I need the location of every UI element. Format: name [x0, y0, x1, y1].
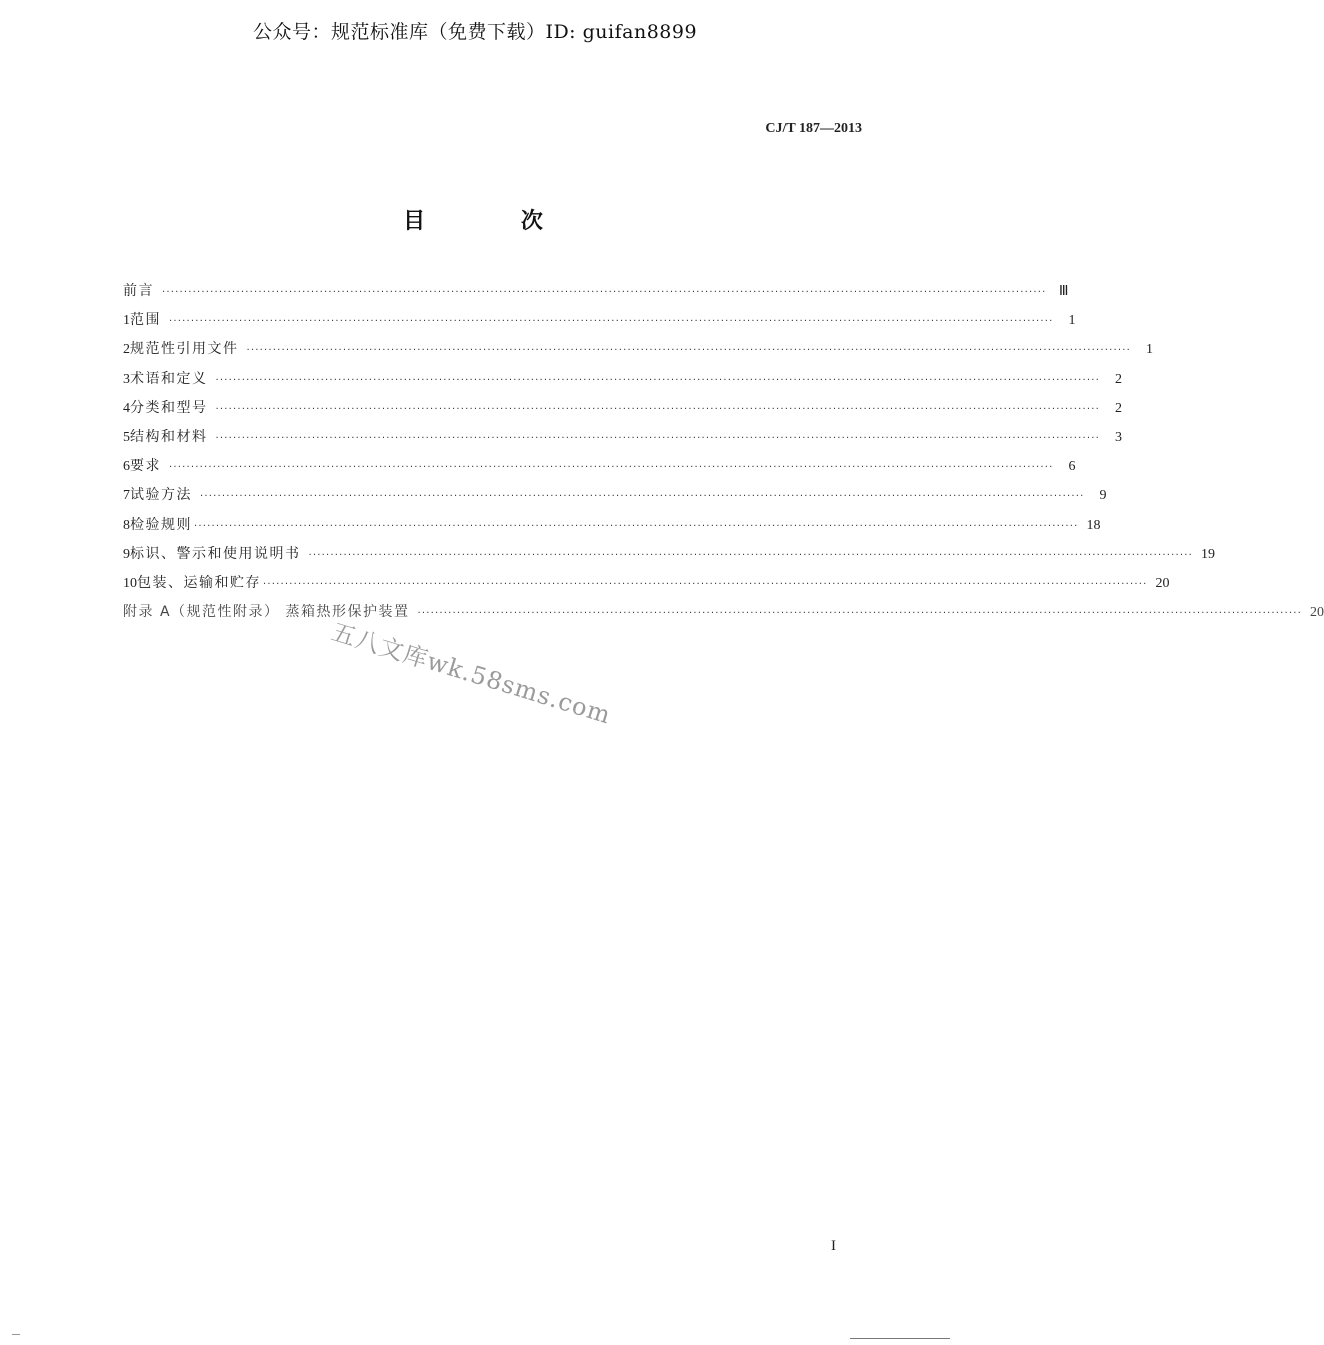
page-edge-line: [850, 1338, 950, 1339]
toc-entry-number: 1: [123, 313, 130, 329]
toc-leader-dots: [200, 491, 1085, 502]
toc-leader-dots: [216, 433, 1101, 444]
toc-leader-dots: [263, 579, 1148, 590]
toc-entry-page: 3: [1115, 429, 1122, 445]
toc-entry-label: 标识、警示和使用说明书: [130, 545, 301, 562]
toc-leader-dots: [216, 375, 1101, 386]
toc-entry-number: 9: [123, 546, 130, 562]
toc-entry-number: 8: [123, 517, 130, 533]
toc-entry-5[interactable]: [123, 426, 1122, 455]
standard-code: CJ/T 187—2013: [765, 121, 862, 136]
page-number: I: [831, 1238, 836, 1254]
toc-entry-label: 要求: [130, 458, 161, 475]
toc-entry-3[interactable]: [123, 368, 1122, 397]
toc-entry-10[interactable]: [123, 572, 1170, 601]
toc-entry-1[interactable]: [123, 309, 1076, 338]
watermark: 五八文库wk.58sms.com: [328, 617, 615, 730]
toc-entry-8[interactable]: [123, 514, 1101, 543]
toc-entry-page: 18: [1086, 517, 1101, 533]
toc-entry-page: 1: [1146, 342, 1153, 358]
toc-entry-page: 6: [1068, 459, 1076, 475]
toc-entry-number: 10: [123, 575, 137, 591]
toc-leader-dots: [417, 608, 1302, 619]
toc-entry-4[interactable]: [123, 397, 1122, 426]
toc-leader-dots: [169, 316, 1054, 327]
toc-leader-dots: [216, 404, 1101, 415]
toc-entry-number: 7: [123, 488, 130, 504]
toc-leader-dots: [247, 345, 1132, 356]
toc-entry-7[interactable]: [123, 484, 1107, 513]
toc-entry-number: 5: [123, 429, 130, 445]
toc-entry-label: 结构和材料: [130, 428, 208, 445]
toc-entry-number: 2: [123, 342, 130, 358]
toc-entry-page: 20: [1309, 605, 1324, 621]
toc-leader-dots: [194, 521, 1079, 532]
toc-entry-page: 9: [1099, 488, 1107, 504]
toc-entry-2[interactable]: [123, 338, 1153, 367]
toc-title: 目 次: [403, 209, 587, 234]
toc-entry-foreword[interactable]: [123, 280, 1069, 309]
toc-entry-number: 6: [123, 459, 130, 475]
toc-entry-label: 检验规则: [130, 516, 192, 533]
toc-entry-page: 2: [1115, 400, 1122, 416]
toc-entry-label: 前言: [123, 283, 154, 299]
toc-entry-label: 术语和定义: [130, 370, 208, 387]
toc-entry-label: 附录 A（规范性附录） 蒸箱热形保护装置: [123, 604, 410, 621]
toc-entry-label: 分类和型号: [130, 399, 208, 416]
toc-entry-label: 范围: [130, 312, 161, 329]
toc-entry-label: 规范性引用文件: [130, 341, 239, 358]
toc-entry-page: 2: [1115, 371, 1122, 387]
toc-entry-6[interactable]: [123, 455, 1076, 484]
toc-entry-label: 试验方法: [130, 487, 192, 504]
toc-list: [123, 280, 1324, 621]
toc-entry-page: 19: [1201, 546, 1215, 562]
toc-leader-dots: [162, 287, 1047, 298]
toc-leader-dots: [309, 550, 1194, 561]
toc-entry-number: 3: [123, 371, 130, 387]
toc-entry-number: 4: [123, 400, 130, 416]
page-edge-tick: [12, 1334, 20, 1335]
toc-entry-annex-a[interactable]: [123, 601, 1324, 630]
toc-leader-dots: [169, 462, 1054, 473]
toc-entry-page: Ⅲ: [1058, 284, 1069, 299]
toc-entry-page: 20: [1155, 575, 1170, 591]
toc-entry-9[interactable]: [123, 543, 1215, 572]
toc-entry-page: 1: [1068, 313, 1076, 329]
download-banner: 公众号：规范标准库（免费下载）ID: guifan8899: [252, 21, 698, 43]
toc-entry-label: 包装、运输和贮存: [137, 574, 261, 591]
